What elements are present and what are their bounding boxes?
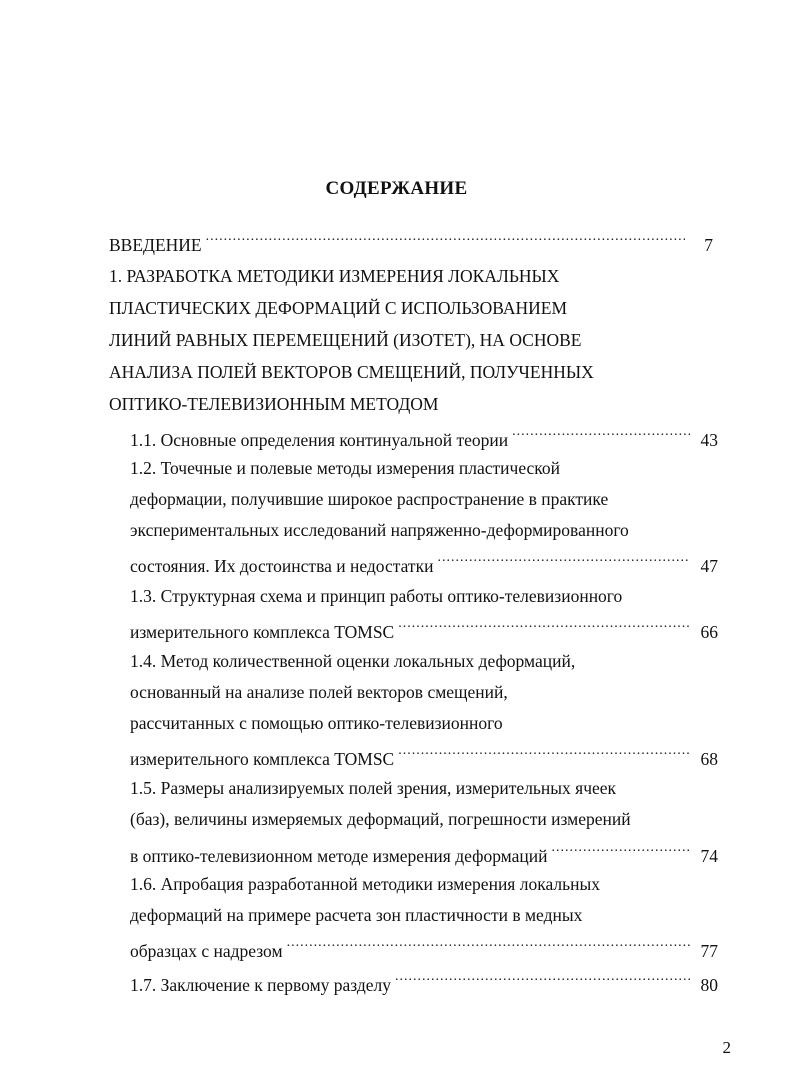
toc-entry-label: состояния. Их достоинства и недостатки bbox=[130, 556, 434, 576]
toc-entry-1-4[interactable] bbox=[130, 743, 718, 770]
leader-dots bbox=[512, 424, 690, 446]
leader-dots bbox=[395, 969, 690, 991]
toc-entry-line: 1.2. Точечные и полевые методы измерения пластической bbox=[130, 458, 561, 478]
toc-entry-intro[interactable] bbox=[109, 229, 713, 256]
toc-entry-line: (баз), величины измеряемых деформаций, погрешности измерений bbox=[130, 809, 631, 829]
toc-page-number: 7 bbox=[704, 235, 713, 255]
toc-entry-1-7[interactable] bbox=[130, 969, 718, 996]
chapter-heading-line: 1. РАЗРАБОТКА МЕТОДИКИ ИЗМЕРЕНИЯ ЛОКАЛЬНЫХ bbox=[109, 266, 560, 286]
toc-entry-line: 1.6. Апробация разработанной методики измерения локальных bbox=[130, 874, 600, 894]
chapter-heading-line: АНАЛИЗА ПОЛЕЙ ВЕКТОРОВ СМЕЩЕНИЙ, ПОЛУЧЕННЫХ bbox=[109, 362, 594, 382]
toc-entry-line: рассчитанных с помощью оптико-телевизионного bbox=[130, 713, 503, 733]
leader-dots bbox=[552, 840, 691, 862]
toc-page-number: 77 bbox=[700, 941, 718, 961]
page-number: 2 bbox=[722, 1038, 731, 1057]
toc-entry-1-2[interactable] bbox=[130, 550, 718, 577]
toc-entry-label: измерительного комплекса TOMSC bbox=[130, 749, 395, 769]
leader-dots bbox=[398, 616, 690, 638]
leader-dots bbox=[437, 550, 690, 572]
toc-entry-1-6[interactable] bbox=[130, 935, 718, 962]
toc-entry-1-5[interactable] bbox=[130, 840, 718, 867]
toc-entry-line: экспериментальных исследований напряженно-деформированного bbox=[130, 520, 629, 540]
leader-dots bbox=[206, 229, 685, 251]
leader-dots bbox=[398, 743, 690, 765]
toc-page-number: 66 bbox=[700, 622, 718, 642]
toc-page-number: 74 bbox=[700, 846, 718, 866]
toc-entry-line: 1.5. Размеры анализируемых полей зрения, измерительных ячеек bbox=[130, 778, 617, 798]
toc-entry-label: в оптико-телевизионном методе измерения деформаций bbox=[130, 846, 548, 866]
toc-entry-label: 1.1. Основные определения континуальной теории bbox=[130, 430, 509, 450]
toc-entry-label: ВВЕДЕНИЕ bbox=[109, 235, 202, 255]
toc-entry-1-3[interactable] bbox=[130, 616, 718, 643]
toc-page-number: 68 bbox=[700, 749, 718, 769]
toc-entry-line: деформации, получившие широкое распространение в практике bbox=[130, 489, 609, 509]
toc-entry-1-1[interactable] bbox=[130, 424, 718, 451]
page-title: СОДЕРЖАНИЕ bbox=[325, 178, 468, 199]
chapter-heading-line: ЛИНИЙ РАВНЫХ ПЕРЕМЕЩЕНИЙ (ИЗОТЕТ), НА ОСНОВЕ bbox=[109, 330, 582, 350]
toc-entry-line: деформаций на примере расчета зон пластичности в медных bbox=[130, 905, 583, 925]
toc-entry-line: 1.4. Метод количественной оценки локальных деформаций, bbox=[130, 651, 576, 671]
toc-entry-label: 1.7. Заключение к первому разделу bbox=[130, 975, 392, 995]
toc-page-number: 80 bbox=[700, 975, 718, 995]
leader-dots bbox=[287, 935, 690, 957]
chapter-heading-line: ПЛАСТИЧЕСКИХ ДЕФОРМАЦИЙ С ИСПОЛЬЗОВАНИЕМ bbox=[109, 298, 568, 318]
toc-entry-label: образцах с надрезом bbox=[130, 941, 283, 961]
toc-entry-label: измерительного комплекса TOMSC bbox=[130, 622, 395, 642]
toc-entry-line: основанный на анализе полей векторов смещений, bbox=[130, 682, 508, 702]
chapter-heading-line: ОПТИКО-ТЕЛЕВИЗИОННЫМ МЕТОДОМ bbox=[109, 394, 439, 414]
toc-page-number: 43 bbox=[700, 430, 718, 450]
toc-entry-line: 1.3. Структурная схема и принцип работы оптико-телевизионного bbox=[130, 586, 623, 606]
toc-page-number: 47 bbox=[700, 556, 718, 576]
